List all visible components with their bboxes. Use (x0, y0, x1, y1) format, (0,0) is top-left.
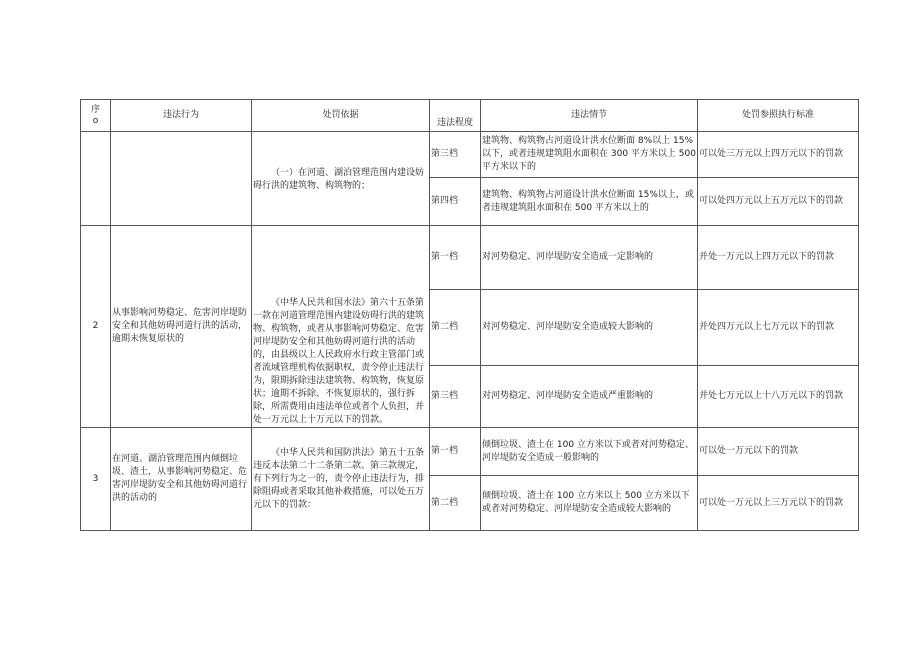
standard-cell: 可以处一万元以下的罚款 (698, 428, 859, 476)
header-degree: 违法程度 (430, 100, 481, 132)
table-row (81, 428, 859, 476)
basis-cell: 《中华人民共和国水法》第六十五条第一款在河道管理范围内建设妨碍行洪的建筑物、构筑物，或者从事影响河势稳定、危害河岸堤防安全和其他妨碍河道行洪的活动的，由县级以上人民政府水行政主管部门或者流域管理机构依据职权，责令停止违法行为，限期拆除违法建筑物、构筑物，恢复原状；逾期不拆除、不恢复原状的，强行拆除，所需费用由违法单位或者个人负担，并处一万元以上十万元以下的罚款。 (252, 226, 430, 428)
table-header-row (81, 100, 859, 132)
seq-cell: 2 (81, 226, 111, 428)
penalty-standard-table (80, 99, 859, 531)
circumstance-cell: 倾倒垃圾、渣土在 100 立方米以下或者对河势稳定、河岸堤防安全造成一般影响的 (481, 428, 698, 476)
degree-cell: 第一档 (430, 226, 481, 290)
table-row (81, 132, 859, 178)
standard-cell: 可以处三万元以上四万元以下的罚款 (698, 132, 859, 178)
standard-cell: 并处四万元以上七万元以下的罚款 (698, 290, 859, 366)
degree-cell: 第三档 (430, 366, 481, 428)
header-circumstance: 违法情节 (481, 100, 698, 132)
standard-cell: 并处一万元以上四万元以下的罚款 (698, 226, 859, 290)
violation-cell: 从事影响河势稳定、危害河岸堤防安全和其他妨碍河道行洪的活动，逾期未恢复原状的 (111, 226, 252, 428)
basis-cell: （一）在河道、湖泊管理范围内建设妨碍行洪的建筑物、构筑物的； (252, 132, 430, 226)
degree-cell: 第一档 (430, 428, 481, 476)
degree-cell: 第四档 (430, 178, 481, 226)
circumstance-cell: 建筑物、构筑物占河道设计洪水位断面 8%以上 15%以下，或者违规建筑阻水面积在 300 平方米以上 500 平方米以下的 (481, 132, 698, 178)
standard-cell: 可以处四万元以上五万元以下的罚款 (698, 178, 859, 226)
degree-cell: 第三档 (430, 132, 481, 178)
circumstance-cell: 倾倒垃圾、渣土在 100 立方米以上 500 立方米以下或者对河势稳定、河岸堤防安全造成较大影响的 (481, 476, 698, 531)
circumstance-cell: 对河势稳定、河岸堤防安全造成严重影响的 (481, 366, 698, 428)
violation-cell: 在河道、湖泊管理范围内倾倒垃圾、渣土，从事影响河势稳定、危害河岸堤防安全和其他妨碍河道行洪的活动的 (111, 428, 252, 531)
circumstance-cell: 对河势稳定、河岸堤防安全造成较大影响的 (481, 290, 698, 366)
circumstance-cell: 建筑物、构筑物占河道设计洪水位断面 15%以上，或者违规建筑阻水面积在 500 平方米以上的 (481, 178, 698, 226)
table-row (81, 226, 859, 290)
seq-cell (81, 132, 111, 226)
violation-cell (111, 132, 252, 226)
standard-cell: 可以处一万元以上三万元以下的罚款 (698, 476, 859, 531)
standard-cell: 并处七万元以上十八万元以下的罚款 (698, 366, 859, 428)
header-violation: 违法行为 (111, 100, 252, 132)
seq-cell: 3 (81, 428, 111, 531)
header-seq: 序 o (81, 100, 111, 132)
header-basis: 处罚依据 (252, 100, 430, 132)
degree-cell: 第二档 (430, 476, 481, 531)
circumstance-cell: 对河势稳定、河岸堤防安全造成一定影响的 (481, 226, 698, 290)
degree-cell: 第二档 (430, 290, 481, 366)
basis-cell: 《中华人民共和国防洪法》第五十五条违反本法第二十二条第二款、第三款规定，有下列行为之一的，责令停止违法行为，排除阻碍或者采取其他补救措施，可以处五万元以下的罚款： (252, 428, 430, 531)
header-standard: 处罚参照执行标准 (698, 100, 859, 132)
